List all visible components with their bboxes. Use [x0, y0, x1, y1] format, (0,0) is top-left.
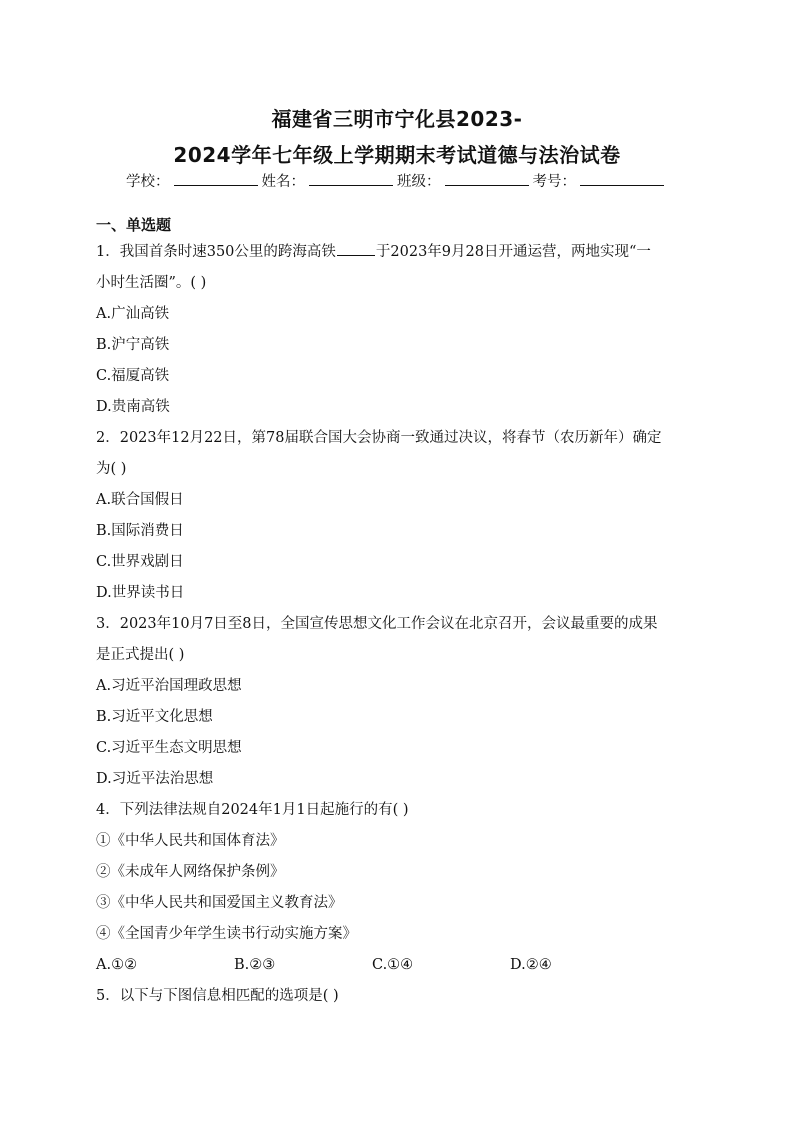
- q1-fill-blank: [337, 241, 375, 256]
- school-label: 学校：: [126, 174, 170, 190]
- q3-option-d[interactable]: D.习近平法治思想: [96, 771, 214, 787]
- q2-line-2: 为( ): [96, 461, 127, 477]
- name-label: 姓名：: [261, 174, 305, 190]
- q2-option-d[interactable]: D.世界读书日: [96, 585, 185, 601]
- q1-option-c[interactable]: C.福厦高铁: [96, 368, 170, 384]
- class-label: 班级：: [397, 174, 441, 190]
- q4-options-row: [96, 950, 702, 981]
- school-field[interactable]: [126, 170, 258, 191]
- q2-option-c[interactable]: C.世界戏剧日: [96, 554, 184, 570]
- q2-option-b[interactable]: B.国际消费日: [96, 523, 184, 539]
- q4-item-2: ②《未成年人网络保护条例》: [96, 864, 285, 880]
- q3-option-a[interactable]: A.习近平治国理政思想: [96, 678, 242, 694]
- q3-option-b[interactable]: B.习近平文化思想: [96, 709, 213, 725]
- q4-option-d[interactable]: D.②④: [510, 957, 552, 973]
- q2-option-a[interactable]: A.联合国假日: [96, 492, 184, 508]
- section-heading: 一、单选题: [96, 216, 172, 234]
- exam-number-field[interactable]: [533, 170, 665, 191]
- q2-line-1: 2．2023年12月22日，第78届联合国大会协商一致通过决议，将春节（农历新年）确定: [96, 430, 662, 446]
- q4-item-4: ④《全国青少年学生读书行动实施方案》: [96, 926, 357, 942]
- q4-option-a[interactable]: A.①②: [96, 957, 138, 973]
- q4-line-1: 4．下列法律法规自2024年1月1日起施行的有( ): [96, 802, 409, 818]
- exam-number-label: 考号：: [532, 174, 576, 190]
- q4-item-3: ③《中华人民共和国爱国主义教育法》: [96, 895, 343, 911]
- title-line-1: 福建省三明市宁化县2023-: [271, 107, 523, 131]
- name-blank[interactable]: [309, 171, 393, 186]
- q1-option-d[interactable]: D.贵南高铁: [96, 399, 170, 415]
- q1-option-a[interactable]: A.广汕高铁: [96, 306, 170, 322]
- exam-number-blank[interactable]: [580, 171, 664, 186]
- q4-option-c[interactable]: C.①④: [372, 957, 414, 973]
- q4-item-1: ①《中华人民共和国体育法》: [96, 833, 285, 849]
- q1-text-before-blank: 1．我国首条时速350公里的跨海高铁: [96, 244, 336, 260]
- q3-line-2: 是正式提出( ): [96, 647, 185, 663]
- class-field[interactable]: [397, 170, 529, 191]
- title-line-2: 2024学年七年级上学期期末考试道德与法治试卷: [173, 143, 621, 167]
- school-blank[interactable]: [174, 171, 258, 186]
- q3-option-c[interactable]: C.习近平生态文明思想: [96, 740, 242, 756]
- q1-text-after-blank: 于2023年9月28日开通运营，两地实现“一: [375, 244, 651, 260]
- q1-option-b[interactable]: B.沪宁高铁: [96, 337, 170, 353]
- questions: [96, 237, 702, 1012]
- q5-line-1: 5．以下与下图信息相匹配的选项是( ): [96, 988, 339, 1004]
- q3-line-1: 3．2023年10月7日至8日，全国宣传思想文化工作会议在北京召开，会议最重要的成果: [96, 616, 658, 632]
- class-blank[interactable]: [445, 171, 529, 186]
- student-info-row: [0, 170, 794, 191]
- q4-option-b[interactable]: B.②③: [234, 957, 276, 973]
- name-field[interactable]: [262, 170, 394, 191]
- q1-line-2: 小时生活圈”。( ): [96, 275, 207, 291]
- q1-line-1: [96, 237, 702, 268]
